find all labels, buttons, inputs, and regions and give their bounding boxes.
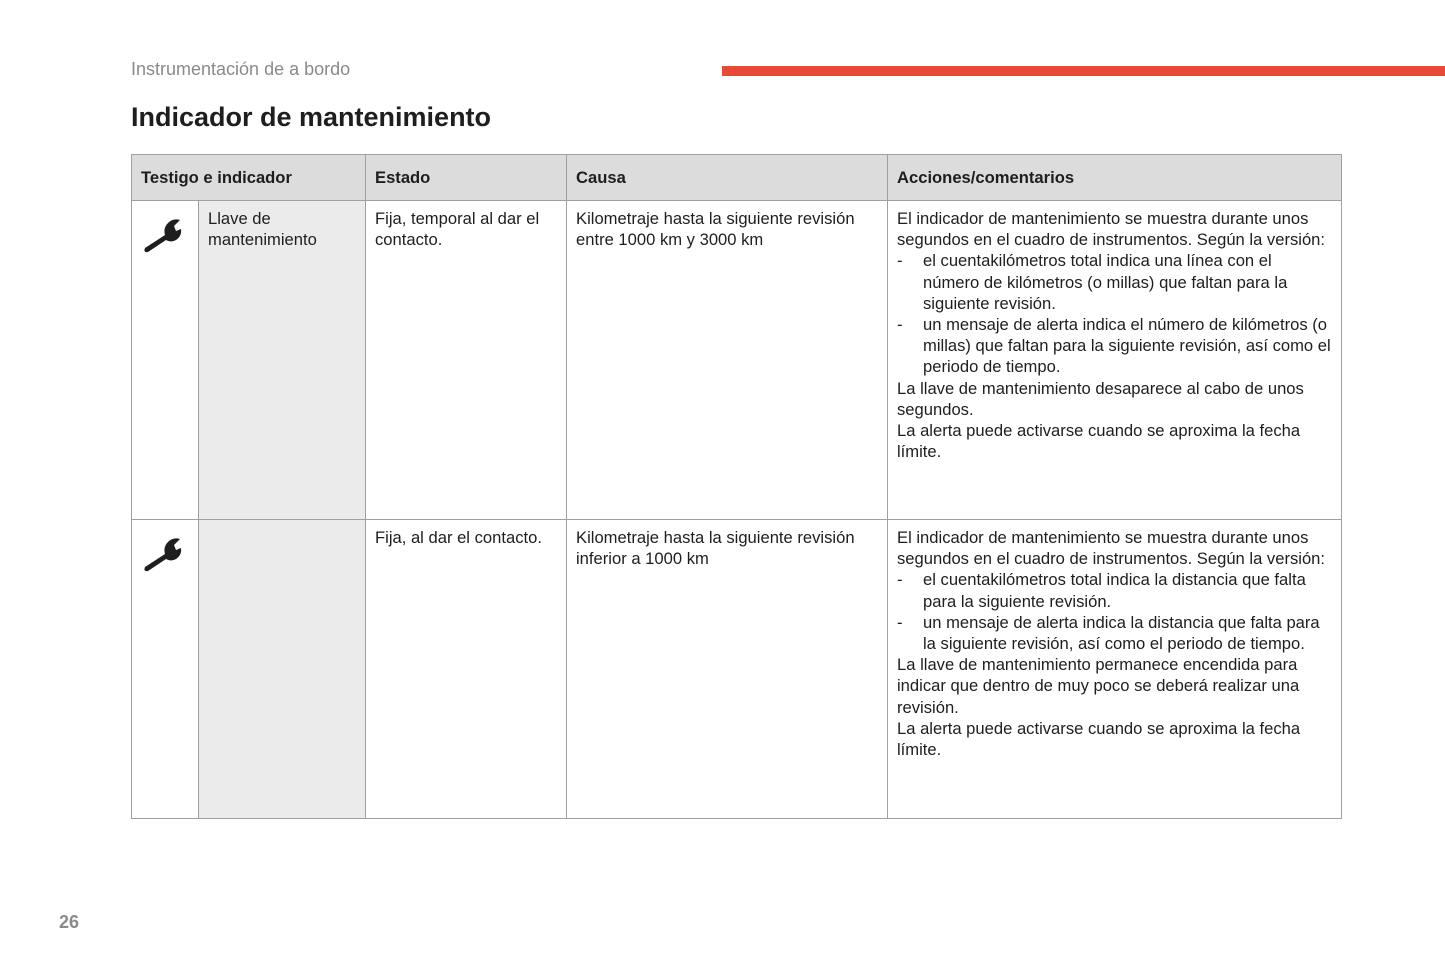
- indicator-name: Llave de mantenimiento: [199, 201, 366, 520]
- table-row: [132, 520, 1342, 819]
- table-header-row: [132, 155, 1342, 201]
- acciones-cell: [888, 520, 1342, 819]
- accent-bar: [722, 66, 1445, 76]
- acciones-bullet: - un mensaje de alerta indica la distancia que falta para la siguiente revisión, así como el periodo de tiempo.: [897, 612, 1332, 654]
- page-number: 26: [59, 912, 80, 932]
- header-acciones: Acciones/comentarios: [888, 155, 1342, 201]
- table-row: [132, 201, 1342, 520]
- acciones-bullet: - un mensaje de alerta indica el número de kilómetros (o millas) que faltan para la siguiente revisión, así como el periodo de tiempo.: [897, 314, 1332, 378]
- header-testigo: Testigo e indicador: [132, 155, 366, 201]
- acciones-bullet: - el cuentakilómetros total indica una línea con el número de kilómetros (o millas) que faltan para la siguiente revisión.: [897, 250, 1332, 314]
- acciones-intro: El indicador de mantenimiento se muestra durante unos segundos en el cuadro de instrumentos. Según la versión:: [897, 528, 1326, 569]
- causa-cell: Kilometraje hasta la siguiente revisión entre 1000 km y 3000 km: [567, 201, 888, 520]
- acciones-intro: El indicador de mantenimiento se muestra durante unos segundos en el cuadro de instrumentos. Según la versión:: [897, 209, 1326, 250]
- estado-cell: Fija, temporal al dar el contacto.: [366, 201, 567, 520]
- acciones-note: La llave de mantenimiento permanece encendida para indicar que dentro de muy poco se deberá realizar una revisión.: [897, 655, 1300, 717]
- header-estado: Estado: [366, 155, 567, 201]
- page-title: Indicador de mantenimiento: [131, 102, 492, 132]
- acciones-note: La alerta puede activarse cuando se aproxima la fecha límite.: [897, 421, 1301, 462]
- indicator-name: [199, 520, 366, 819]
- acciones-note: La alerta puede activarse cuando se aproxima la fecha límite.: [897, 718, 1301, 760]
- section-title: Instrumentación de a bordo: [131, 59, 351, 79]
- acciones-cell: [888, 201, 1342, 520]
- indicator-icon-cell: [132, 520, 199, 819]
- maintenance-table: [131, 154, 1342, 819]
- header-causa: Causa: [567, 155, 888, 201]
- causa-cell: Kilometraje hasta la siguiente revisión inferior a 1000 km: [567, 520, 888, 819]
- wrench-icon: [141, 534, 185, 572]
- estado-cell: Fija, al dar el contacto.: [366, 520, 567, 819]
- acciones-bullet: - el cuentakilómetros total indica la distancia que falta para la siguiente revisión.: [897, 569, 1332, 611]
- indicator-icon-cell: [132, 201, 199, 520]
- acciones-note: La llave de mantenimiento desaparece al cabo de unos segundos.: [897, 378, 1304, 419]
- wrench-icon: [141, 215, 185, 253]
